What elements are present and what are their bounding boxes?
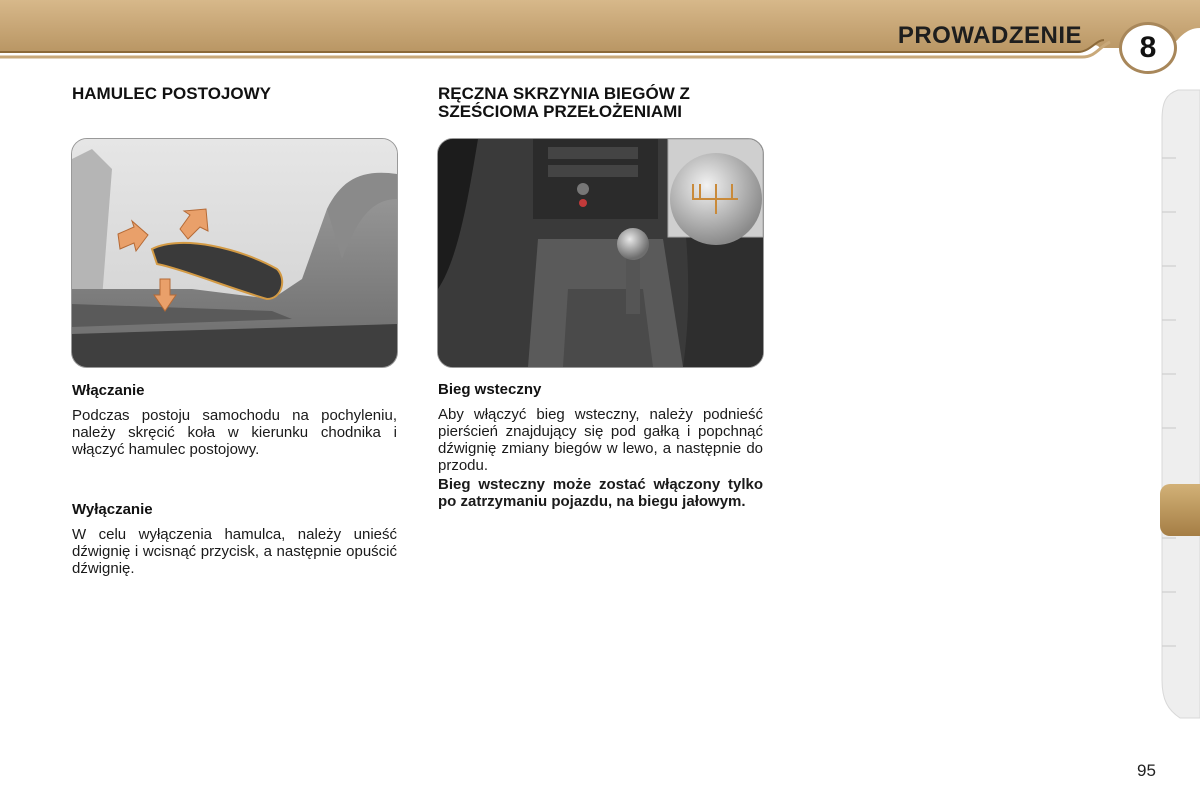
page-number: 95 — [1137, 761, 1156, 780]
engage-text: Podczas postoju samochodu na pochyleniu, należy skręcić koła w kierunku chodnika i włączyć hamulec postojowy. — [72, 407, 397, 458]
reverse-warning: Bieg wsteczny może zostać włączony tylko po zatrzymaniu pojazdu, na biegu jałowym. — [438, 476, 763, 510]
chapter-header — [0, 0, 1200, 64]
chapter-number-badge: 8 — [1119, 22, 1177, 74]
reverse-text: Aby włączyć bieg wsteczny, należy podnieść pierścień znajdujący się pod gałką i popchnąć dźwignię zmiany biegów w lewo, a następnie do przodu. — [438, 406, 763, 474]
tab-strip-graphic — [1158, 80, 1200, 720]
gearbox-photo — [437, 138, 764, 368]
left-section-title: HAMULEC POSTOJOWY — [72, 84, 271, 103]
handbrake-illustration — [72, 139, 397, 367]
reverse-heading: Bieg wsteczny — [438, 381, 542, 398]
right-title-line-2: SZEŚCIOMA PRZEŁOŻENIAMI — [438, 102, 682, 121]
engage-heading: Włączanie — [72, 382, 145, 399]
handbrake-photo — [71, 138, 398, 368]
gearbox-illustration — [438, 139, 763, 367]
right-title-line-1: RĘCZNA SKRZYNIA BIEGÓW Z — [438, 84, 690, 103]
release-heading: Wyłączanie — [72, 501, 153, 518]
active-chapter-tab[interactable] — [1160, 484, 1200, 536]
right-section-title — [438, 85, 778, 121]
chapter-title: PROWADZENIE — [897, 22, 1082, 49]
chapter-tab-strip — [1158, 80, 1200, 720]
release-text: W celu wyłączenia hamulca, należy unieść dźwignię i wcisnąć przycisk, a następnie opuścić dźwignię. — [72, 526, 397, 577]
